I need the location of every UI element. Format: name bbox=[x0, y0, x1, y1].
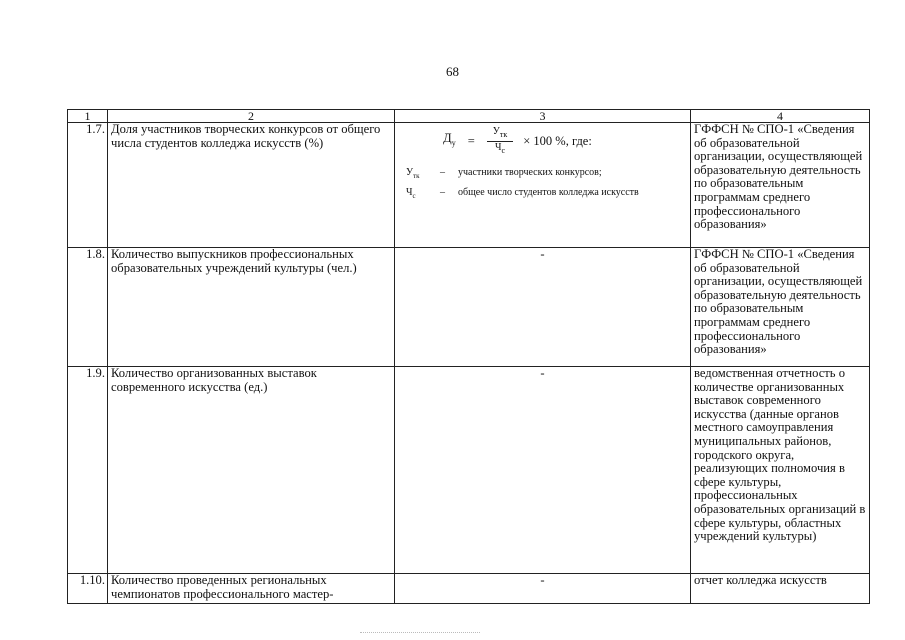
method-cell bbox=[395, 367, 691, 574]
indicator-cell: Количество организованных выставок современного искусства (ед.) bbox=[108, 367, 395, 574]
formula-rest: × 100 %, где: bbox=[523, 133, 592, 148]
table-header-row bbox=[68, 110, 870, 123]
formula bbox=[348, 126, 687, 157]
source-cell: ГФФСН № СПО-1 «Сведения об образовательной организации, осуществляющей образовательную деятельность по образовательным программам среднего профессионального образования» bbox=[691, 248, 870, 367]
method-dash: - bbox=[540, 247, 545, 261]
definition-symbol: $У_{тк}$ bbox=[406, 167, 420, 180]
source-cell: ГФФСН № СПО-1 «Сведения об образовательной организации, осуществляющей образовательную деятельность по образовательным программам среднего профессионального образования» bbox=[691, 123, 870, 248]
row-number: 1.10. bbox=[68, 574, 108, 604]
column-header: 3 bbox=[395, 110, 691, 123]
page-number: 68 bbox=[446, 64, 459, 79]
method-cell bbox=[395, 248, 691, 367]
formula-equals: = bbox=[467, 133, 475, 148]
fraction-denominator: $Ч_с$ bbox=[494, 142, 506, 155]
source-cell: ведомственная отчетность о количестве организованных выставок современного искусства (данные органов местного самоуправления муниципальных районов, городского округа, реализующих полномочия в сфере культуры, профессиональных образовательных организаций в сфере культуры, областных учреждений культуры) bbox=[691, 367, 870, 574]
definition-dash: – bbox=[440, 167, 445, 178]
definition-symbol: $Ч_с$ bbox=[406, 186, 416, 200]
indicator-cell: Доля участников творческих конкурсов от общего числа студентов колледжа искусств (%) bbox=[108, 123, 395, 248]
method-cell bbox=[395, 123, 691, 248]
scan-artifact bbox=[360, 632, 480, 637]
table-row bbox=[68, 574, 870, 604]
indicator-cell: Количество выпускников профессиональных образовательных учреждений культуры (чел.) bbox=[108, 248, 395, 367]
column-header: 2 bbox=[108, 110, 395, 123]
formula-lhs: $Д_у$ bbox=[443, 131, 456, 148]
indicators-table bbox=[67, 109, 870, 604]
indicator-cell: Количество проведенных региональных чемпионатов профессионального мастер- bbox=[108, 574, 395, 604]
formula-definitions bbox=[398, 167, 687, 202]
row-number: 1.8. bbox=[68, 248, 108, 367]
definition-text: общее число студентов колледжа искусств bbox=[458, 186, 639, 198]
definition-row bbox=[398, 167, 687, 183]
definition-dash: – bbox=[440, 186, 445, 198]
method-dash: - bbox=[540, 366, 545, 380]
table-row bbox=[68, 248, 870, 367]
row-number: 1.7. bbox=[68, 123, 108, 248]
column-header: 1 bbox=[68, 110, 108, 123]
definition-row bbox=[398, 187, 687, 203]
fraction-numerator: $У_{тк}$ bbox=[487, 126, 513, 142]
formula-fraction bbox=[487, 126, 513, 157]
method-cell bbox=[395, 574, 691, 604]
column-header: 4 bbox=[691, 110, 870, 123]
table-row bbox=[68, 123, 870, 248]
source-cell: отчет колледжа искусств bbox=[691, 574, 870, 604]
table-row bbox=[68, 367, 870, 574]
definition-text: участники творческих конкурсов; bbox=[458, 167, 602, 178]
row-number: 1.9. bbox=[68, 367, 108, 574]
method-dash: - bbox=[540, 573, 545, 587]
